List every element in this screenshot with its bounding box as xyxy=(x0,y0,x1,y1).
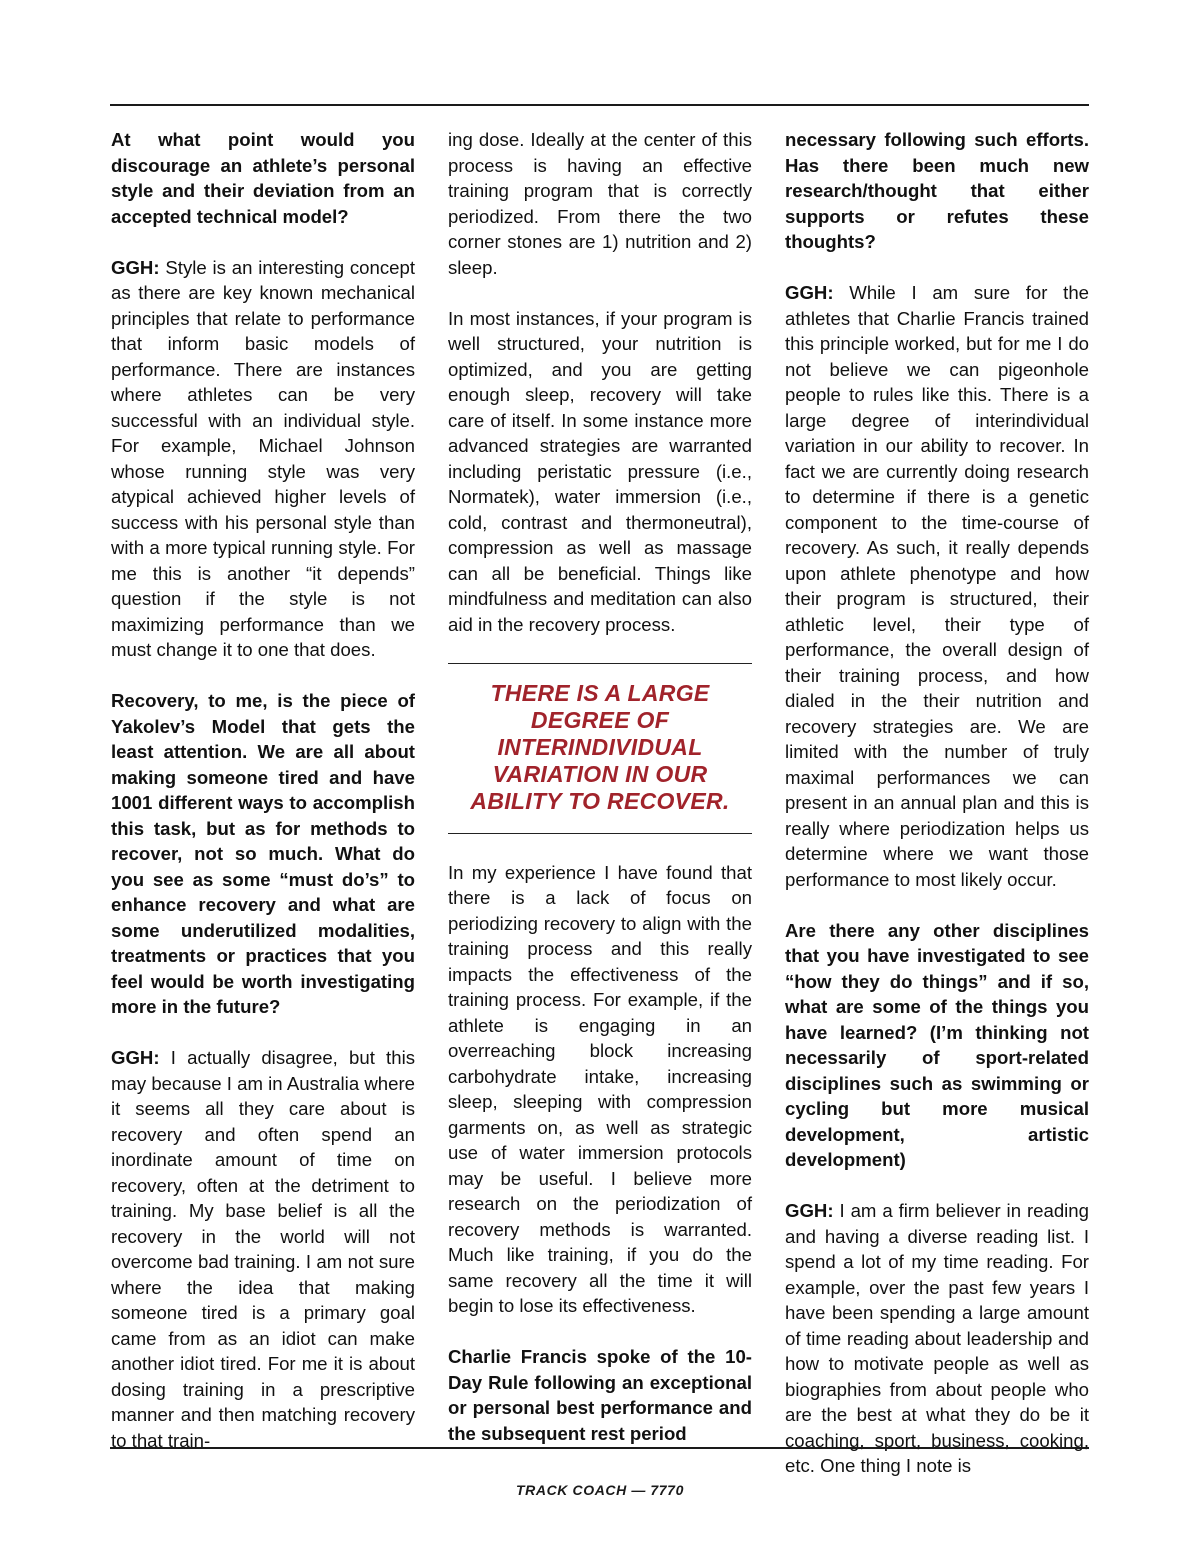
speaker-label: GGH: xyxy=(785,282,834,303)
paragraph-experience: In my experience I have found that there is a lack of focus on periodizing recovery to align with the training process and this really impacts the effectiveness of the training process. For example, if the athlete is engaging in an overreaching block increasing carbohydrate intake, increasing sleep, sleeping with compression garments on, as well as strategic use of water immersion protocols may be useful. I believe more research on the periodization of recovery methods is warranted. Much like training, if you do the same recovery all the time it will begin to lose its effectiveness. xyxy=(448,861,752,1316)
question-10-day-rule: Charlie Francis spoke of the 10-Day Rule following an exceptional or personal best performance and the subsequent rest period xyxy=(448,1346,752,1444)
column-right xyxy=(785,127,1089,1479)
column-left xyxy=(111,127,415,1453)
page-footer: TRACK COACH — 7770 xyxy=(516,1482,684,1498)
question-10-day-rule-continued: necessary following such efforts. Has there been much new research/thought that either supports or refutes these thoughts? xyxy=(785,129,1089,252)
answer-text: Style is an interesting concept as there are key known mechanical principles that relate to performance that inform basic models of performance. There are instances where athletes can be very successful with an individual style. For example, Michael Johnson whose running style was very atypical achieved higher levels of success with his personal style than with a more typical running style. For me this is another “it depends” question if the style is not maximizing performance than we must change it to one that does. xyxy=(111,256,415,660)
answer-other-disciplines xyxy=(785,1198,1089,1479)
speaker-label: GGH: xyxy=(111,1047,160,1068)
answer-text: I am a firm believer in reading and having a diverse reading list. I spend a lot of my time reading. For example, over the past few years I have been spending a large amount of time reading about leadership and how to motivate people as well as biographies from about people who are the best at what they do be it coaching, sport, business, cooking, etc. One thing I note is xyxy=(785,1200,1089,1476)
question-recovery: Recovery, to me, is the piece of Yakolev’s Model that gets the least attention. We are all about making someone tired and have 1001 different ways to accomplish this task, but as for methods to recover, not so much. What do you see as some “must do’s” to enhance recovery and what are some underutilized modalities, treatments or practices that you feel would be worth investigating more in the future? xyxy=(111,690,415,1017)
bottom-rule xyxy=(110,1447,1089,1449)
question-other-disciplines: Are there any other disciplines that you have investigated to see “how they do things” and if so, what are some of the things you have learned? (I’m thinking not necessarily of sport-related disciplines such as swimming or cycling but more musical development, artistic development) xyxy=(785,919,1089,1170)
pull-quote: THERE IS A LARGE DEGREE OF INTERINDIVIDUAL VARIATION IN OUR ABILITY TO RECOVER. xyxy=(448,663,752,834)
column-middle xyxy=(448,127,752,1446)
speaker-label: GGH: xyxy=(111,256,160,278)
answer-text: While I am sure for the athletes that Charlie Francis trained this principle worked, but for me I do not believe we can pigeonhole people to rules like this. There is a large degree of interindividual variation in our ability to recover. In fact we are currently doing research to determine if there is a genetic component to the time-course of recovery. As such, it really depends upon athlete phenotype and how their program is structured, their athletic level, their type of performance, the overall design of their training process, and how dialed in the their nutrition and recovery strategies are. We are limited with the number of truly maximal performances we can present in an annual plan and this is really where periodization helps us determine where we want those performance to most likely occur. xyxy=(785,282,1089,890)
speaker-label: GGH: xyxy=(785,1200,834,1221)
answer-recovery xyxy=(111,1045,415,1453)
question-style: At what point would you discourage an athlete’s personal style and their deviation from an accepted technical model? xyxy=(111,129,415,227)
answer-style xyxy=(111,255,415,663)
answer-recovery-continued: ing dose. Ideally at the center of this process is having an effective training program that is correctly periodized. From there the two corner stones are 1) nutrition and 2) sleep. xyxy=(448,129,752,278)
top-rule xyxy=(110,104,1089,106)
answer-text: I actually disagree, but this may because I am in Australia where it seems all they care about is recovery and often spend an inordinate amount of time on recovery, often at the detriment to training. My base belief is all the recovery in the world will not overcome bad training. I am not sure where the idea that making someone tired is a primary goal came from as an idiot can make another idiot tired. For me it is about dosing training in a prescriptive manner and then matching recovery to that train- xyxy=(111,1047,415,1451)
paragraph-most-instances: In most instances, if your program is well structured, your nutrition is optimized, and you are getting enough sleep, recovery will take care of itself. In some instance more advanced strategies are warranted including peristatic pressure (i.e., Normatek), water immersion (i.e., cold, contrast and thermoneutral), compression as well as massage can all be beneficial. Things like mindfulness and meditation can also aid in the recovery process. xyxy=(448,307,752,635)
answer-10-day-rule xyxy=(785,280,1089,892)
